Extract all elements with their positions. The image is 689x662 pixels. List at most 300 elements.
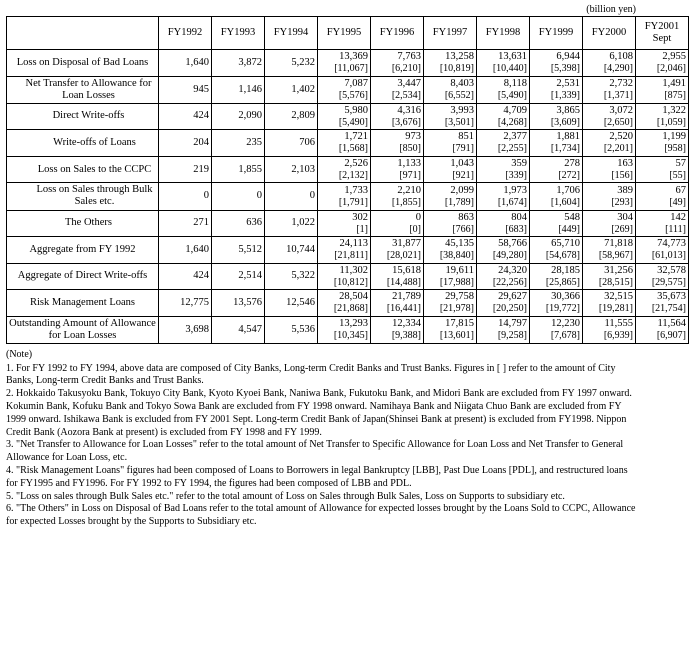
cell [371,237,424,264]
cell-subvalue: [2,650] [603,116,633,128]
cell-subvalue: [5,398] [550,63,580,75]
cell-subvalue: [3,501] [444,116,474,128]
cell-value: 548 [564,211,580,223]
cell-value: 10,744 [286,243,315,255]
cell [159,156,212,183]
cell-value: 636 [246,217,262,229]
cell-value: 424 [193,110,209,122]
cell-value: 2,520 [609,131,633,143]
cell [636,183,689,210]
cell-subvalue: [21,978] [439,303,474,315]
cell [371,316,424,343]
cell [318,130,371,157]
column-header-fy1992: FY1992 [159,17,212,50]
cell-subvalue: [22,256] [492,276,527,288]
cell [424,183,477,210]
cell-value: 32,578 [657,264,686,276]
cell-subvalue: [683] [505,223,527,235]
cell [265,183,318,210]
cell-value: 851 [458,131,474,143]
cell-subvalue: [9,258] [497,330,527,342]
cell-subvalue: [13,601] [439,330,474,342]
cell [636,156,689,183]
column-header-fy2001sept: FY2001 Sept [636,17,689,50]
cell [583,237,636,264]
cell-value: 1,491 [662,77,686,89]
cell-value: 2,531 [556,77,580,89]
cell-subvalue: [958] [664,143,686,155]
cell-subvalue: [2,255] [497,143,527,155]
cell-value: 3,993 [450,104,474,116]
cell-value: 359 [511,157,527,169]
cell [530,50,583,77]
cell-value: 2,526 [344,157,368,169]
cell-value: 235 [246,137,262,148]
cell-value: 65,710 [551,238,580,250]
notes-title: (Note) [6,348,33,360]
cell-subvalue: [1,674] [497,196,527,208]
cell-subvalue: [339] [505,169,527,181]
cell [212,210,265,237]
row-label-aggregate-from-fy1992: Aggregate from FY 1992 [7,237,159,264]
cell-subvalue: [55] [669,169,686,181]
cell-subvalue: [1,791] [338,196,368,208]
cell-subvalue: [875] [664,89,686,101]
cell-value: 2,732 [609,77,633,89]
cell [583,263,636,290]
cell [159,263,212,290]
cell-value: 32,515 [604,291,633,303]
cell-value: 706 [299,137,315,148]
cell [424,76,477,103]
cell-value: 3,865 [556,104,580,116]
cell [583,316,636,343]
cell-subvalue: [2,534] [391,89,421,101]
cell [371,263,424,290]
table-row [7,130,689,157]
cell-value: 1,133 [397,157,421,169]
cell [318,156,371,183]
cell-value: 424 [193,270,209,282]
cell [318,103,371,130]
cell-subvalue: [25,865] [545,276,580,288]
cell-value: 5,536 [291,323,315,335]
cell [318,290,371,317]
cell-value: 13,258 [445,51,474,62]
table-row [7,76,689,103]
cell [159,103,212,130]
cell-value: 4,709 [503,104,527,116]
cell [318,50,371,77]
cell [636,130,689,157]
note-item-4: 4. "Risk Management Loans" figures had been composed of Loans to Borrowers in legal Bankruptcy [LBB], Past Due Loans [PDL], and restructured loans for FY1995 and FY1996. For FY 1992 to FY 1994, the figures had been composed of LBB and PDL. [6,465,628,489]
cell-value: 3,698 [185,323,209,335]
cell [477,263,530,290]
note-item-6: 6. "The Others" in Loss on Disposal of Bad Loans refer to the total amount of Allowance for expected losses brought by the Loans Sold to CCPC, Allowance for expected Losses brought by the Supports to Subsidiary etc. [6,503,636,528]
cell-value: 12,230 [551,318,580,330]
cell-subvalue: [1,059] [656,116,686,128]
cell-value: 1,043 [450,157,474,169]
bad-loan-disposal-table [6,16,689,344]
cell [636,237,689,264]
table-row [7,183,689,210]
cell-value: 304 [617,211,633,223]
cell [583,130,636,157]
cell [636,316,689,343]
cell-subvalue: [17,988] [439,276,474,288]
cell-subvalue: [1,568] [338,143,368,155]
cell-value: 4,316 [397,104,421,116]
cell-value: 3,072 [609,104,633,116]
cell [530,210,583,237]
cell-value: 7,087 [344,77,368,89]
cell-subvalue: [3,609] [550,116,580,128]
cell-subvalue: [850] [399,143,421,155]
cell-subvalue: [21,754] [651,303,686,315]
cell-subvalue: [111] [665,223,686,235]
cell-value: 14,797 [498,318,527,330]
cell-subvalue: [4,268] [497,116,527,128]
cell [318,76,371,103]
cell-value: 973 [405,131,421,143]
cell-subvalue: [156] [611,169,633,181]
cell-value: 45,135 [445,238,474,250]
cell-value: 35,673 [657,291,686,303]
cell-subvalue: [293] [611,196,633,208]
cell-subvalue: [6,939] [603,330,633,342]
cell [424,103,477,130]
cell-subvalue: [16,441] [386,303,421,315]
cell [424,237,477,264]
cell [265,103,318,130]
cell-subvalue: [272] [558,169,580,181]
cell-subvalue: [11,067] [334,63,368,75]
cell [265,76,318,103]
cell-value: 29,627 [498,291,527,303]
cell-value: 5,232 [291,56,315,68]
cell-value: 13,369 [339,51,368,62]
cell [318,263,371,290]
cell-value: 1,733 [344,184,368,196]
cell-value: 13,293 [339,318,368,330]
cell-subvalue: [10,812] [333,276,368,288]
cell-value: 2,514 [238,270,262,282]
cell [424,156,477,183]
cell [318,237,371,264]
cell [159,76,212,103]
cell [583,156,636,183]
cell-value: 1,881 [556,131,580,143]
cell-value: 28,185 [551,264,580,276]
table-row [7,210,689,237]
cell [530,263,583,290]
cell [477,237,530,264]
cell-value: 945 [193,83,209,95]
cell-value: 17,815 [445,318,474,330]
note-item-3: 3. "Net Transfer to Allowance for Loan Losses" refer to the total amount of Net Transfer to Specific Allowance for Loan Loss and Net Transfer to General Allowance for Loan Loss, etc. [6,439,624,464]
cell-subvalue: [7,678] [550,330,580,342]
cell-subvalue: [54,678] [545,250,580,262]
cell [530,183,583,210]
cell [212,263,265,290]
cell-value: 19,611 [445,264,474,276]
column-header-blank [7,17,159,50]
cell-subvalue: [971] [399,169,421,181]
row-label-risk-management-loans: Risk Management Loans [7,290,159,317]
cell [159,183,212,210]
cell [477,50,530,77]
cell-value: 5,980 [344,104,368,116]
cell [265,316,318,343]
cell [583,290,636,317]
cell [477,316,530,343]
cell-value: 1,146 [238,83,262,95]
cell [477,290,530,317]
cell-value: 1,721 [344,131,368,143]
column-header-fy1997: FY1997 [424,17,477,50]
cell [371,50,424,77]
cell [265,237,318,264]
cell-value: 11,555 [604,318,633,330]
row-label-write-offs-of-loans: Write-offs of Loans [7,130,159,157]
column-header-fy1996: FY1996 [371,17,424,50]
cell-subvalue: [1,734] [550,143,580,155]
cell [530,290,583,317]
cell-subvalue: [21,811] [334,250,368,262]
cell [583,76,636,103]
cell [583,50,636,77]
cell-subvalue: [10,819] [439,63,474,75]
cell [265,210,318,237]
cell-value: 24,320 [498,264,527,276]
cell-value: 2,809 [291,110,315,122]
cell-value: 31,877 [392,238,421,250]
row-label-loss-on-sales-bulk: Loss on Sales through Bulk Sales etc. [7,183,159,210]
cell-subvalue: [49] [669,196,686,208]
cell-subvalue: [19,281] [598,303,633,315]
cell [159,50,212,77]
cell [530,76,583,103]
cell-subvalue: [49,280] [492,250,527,262]
cell [530,237,583,264]
cell-value: 1,640 [185,56,209,68]
cell [424,130,477,157]
notes-section [6,349,638,529]
cell-value: 219 [193,163,209,175]
row-label-the-others: The Others [7,210,159,237]
cell [477,183,530,210]
cell [530,103,583,130]
cell-value: 12,775 [180,296,209,308]
cell [159,210,212,237]
cell-value: 12,334 [392,318,421,330]
cell-subvalue: [10,440] [492,63,527,75]
cell-value: 4,547 [238,323,262,335]
table-row [7,50,689,77]
cell-subvalue: [1,789] [444,196,474,208]
cell [212,50,265,77]
cell-value: 142 [670,211,686,223]
cell-value: 28,504 [339,291,368,303]
cell [424,290,477,317]
cell-value: 1,322 [662,104,686,116]
cell [318,316,371,343]
cell-subvalue: [21,868] [333,303,368,315]
cell [265,130,318,157]
cell-subvalue: [2,132] [338,169,368,181]
cell-value: 0 [256,190,262,202]
cell [159,237,212,264]
cell [212,290,265,317]
cell-value: 5,512 [238,243,262,255]
cell-value: 1,022 [291,217,315,229]
unit-label: (billion yen) [586,4,636,15]
cell [530,316,583,343]
cell-value: 1,973 [503,184,527,196]
cell-subvalue: [9,388] [391,330,421,342]
cell-subvalue: [921] [452,169,474,181]
note-item-1: 1. For FY 1992 to FY 1994, above data are composed of City Banks, Long-term Credit Banks and Trust Banks. Figures in [ ] refer to the amount of City Banks, Long-term Credit Banks and Trust Banks. [6,362,616,387]
cell [318,183,371,210]
cell [212,237,265,264]
cell [477,156,530,183]
cell-value: 278 [564,157,580,169]
cell-value: 2,955 [662,51,686,62]
cell-value: 8,118 [503,77,527,89]
cell-subvalue: [10,345] [333,330,368,342]
cell-subvalue: [0] [409,223,421,235]
cell-value: 74,773 [657,238,686,250]
cell [265,156,318,183]
cell-value: 389 [617,184,633,196]
cell [159,290,212,317]
cell [371,183,424,210]
cell [530,130,583,157]
cell-value: 71,818 [604,238,633,250]
cell-value: 6,944 [556,51,580,62]
table-row [7,263,689,290]
cell-value: 15,618 [392,264,421,276]
cell [212,183,265,210]
cell [371,210,424,237]
cell-value: 1,855 [238,163,262,175]
cell-value: 0 [415,211,421,223]
column-header-fy1998: FY1998 [477,17,530,50]
cell-value: 3,447 [397,77,421,89]
cell-value: 12,546 [286,296,315,308]
cell [424,210,477,237]
cell-subvalue: [20,250] [492,303,527,315]
cell-subvalue: [449] [558,223,580,235]
cell-subvalue: [4,290] [603,63,633,75]
column-header-fy1995: FY1995 [318,17,371,50]
cell [636,263,689,290]
table-header-row [7,17,689,50]
cell [583,210,636,237]
cell-subvalue: [1,339] [550,89,580,101]
cell-value: 21,789 [392,291,421,303]
cell-subvalue: [28,021] [386,250,421,262]
cell-subvalue: [791] [452,143,474,155]
cell-value: 2,210 [397,184,421,196]
cell [371,103,424,130]
cell-subvalue: [14,488] [386,276,421,288]
row-label-aggregate-direct-write-offs: Aggregate of Direct Write-offs [7,263,159,290]
cell-value: 2,377 [503,131,527,143]
cell-value: 0 [203,190,209,202]
cell [212,103,265,130]
cell [583,103,636,130]
cell-value: 29,758 [445,291,474,303]
cell-value: 31,256 [604,264,633,276]
cell-value: 1,706 [556,184,580,196]
cell [159,130,212,157]
cell [212,130,265,157]
table-row [7,103,689,130]
column-header-fy1993: FY1993 [212,17,265,50]
cell [636,103,689,130]
cell [477,130,530,157]
cell [636,290,689,317]
note-item-5: 5. "Loss on sales through Bulk Sales etc." refer to the total amount of Loss on Sales through Bulk Sales, Loss on Supports to subsidiary etc. [6,490,565,502]
cell-value: 24,113 [339,238,368,250]
cell [371,130,424,157]
cell [265,290,318,317]
cell-value: 2,099 [450,184,474,196]
cell [530,156,583,183]
cell [636,76,689,103]
cell-subvalue: [5,490] [338,116,368,128]
cell [265,263,318,290]
cell-subvalue: [28,515] [598,276,633,288]
cell-value: 804 [511,211,527,223]
cell [636,50,689,77]
cell-subvalue: [1,604] [550,196,580,208]
cell-subvalue: [2,046] [656,63,686,75]
table-row [7,237,689,264]
cell-value: 863 [458,211,474,223]
cell-subvalue: [766] [452,223,474,235]
cell-value: 7,763 [397,51,421,62]
cell [159,316,212,343]
table-row [7,316,689,343]
cell-value: 2,103 [291,163,315,175]
cell-value: 3,872 [238,56,262,68]
cell-value: 11,564 [657,318,686,330]
cell-value: 2,090 [238,110,262,122]
cell [424,263,477,290]
cell-subvalue: [269] [611,223,633,235]
table-body [7,50,689,344]
cell-value: 67 [675,184,686,196]
cell-value: 204 [193,137,209,148]
cell-value: 1,199 [662,131,686,143]
row-label-loss-on-sales-ccpc: Loss on Sales to the CCPC [7,156,159,183]
cell-value: 30,366 [551,291,580,303]
cell [583,183,636,210]
row-label-net-transfer-allowance: Net Transfer to Allowance for Loan Losses [7,76,159,103]
cell-subvalue: [5,576] [338,89,368,101]
cell-value: 11,302 [339,264,368,276]
cell [424,50,477,77]
row-label-direct-write-offs: Direct Write-offs [7,103,159,130]
cell-value: 163 [617,157,633,169]
column-header-fy2000: FY2000 [583,17,636,50]
cell [477,210,530,237]
cell [212,76,265,103]
cell-subvalue: [1,855] [391,196,421,208]
cell [318,210,371,237]
